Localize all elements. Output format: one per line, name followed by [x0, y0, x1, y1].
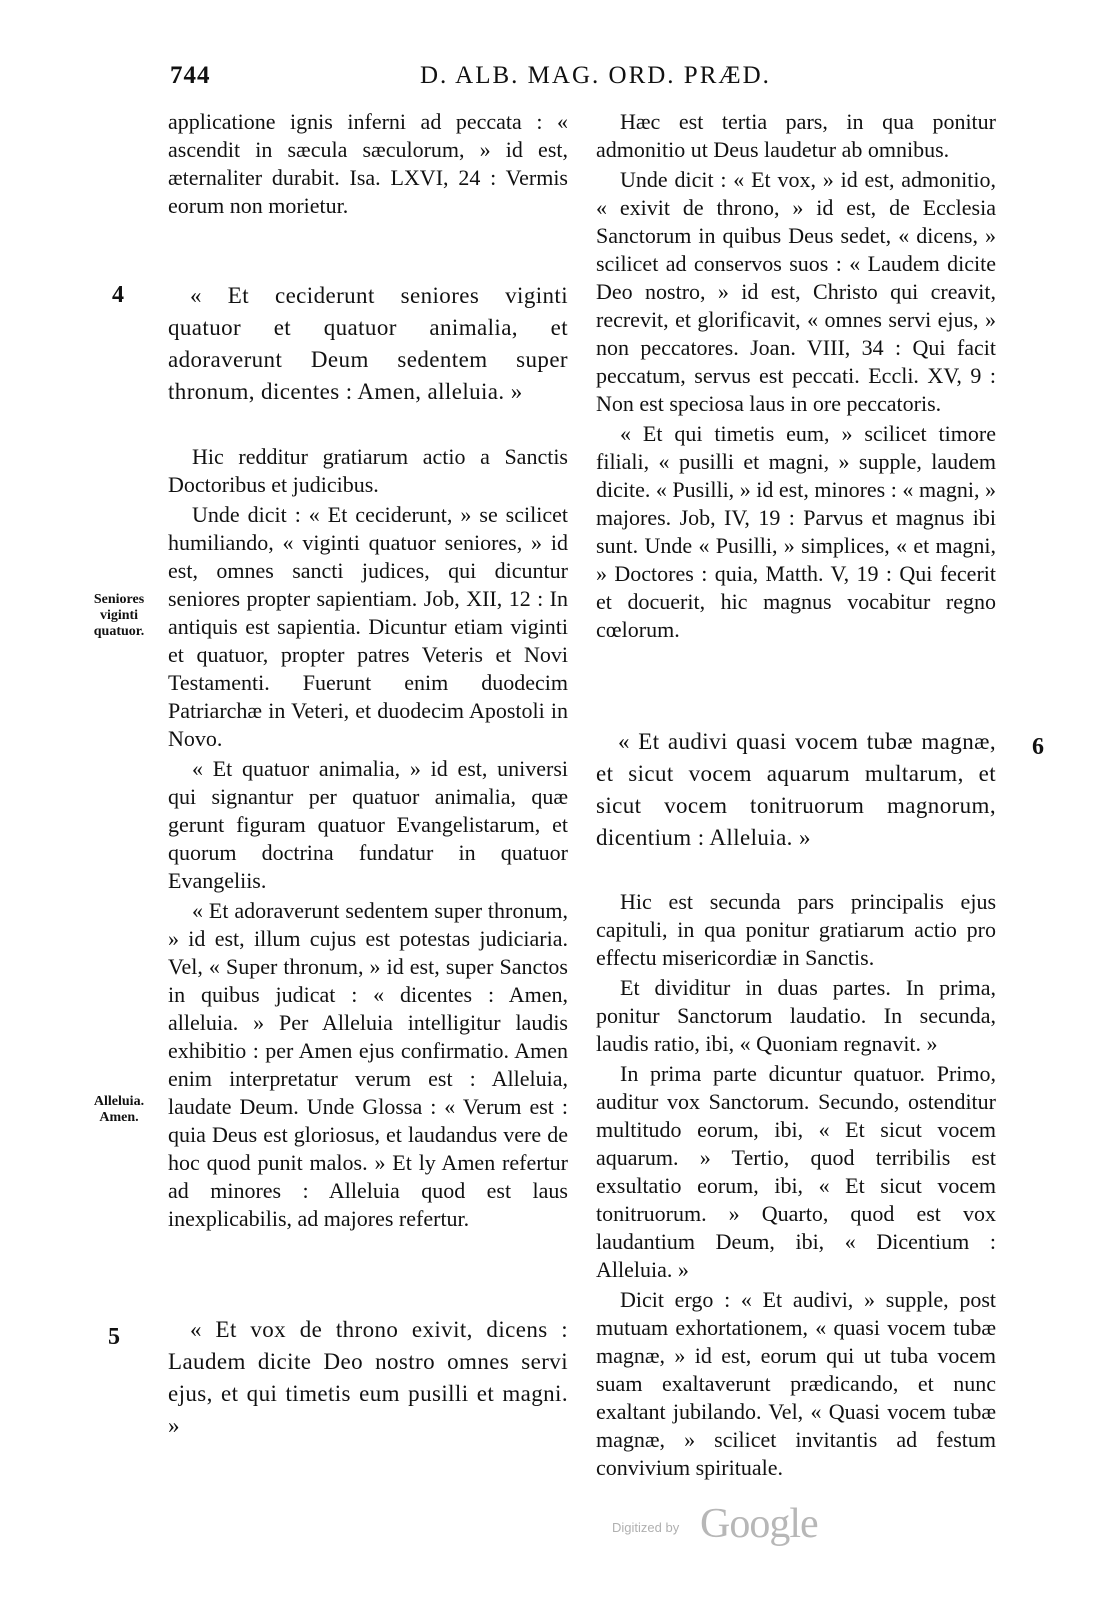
verse-4-text: « Et ceciderunt seniores viginti quatuor et quatuor animalia, et adoraverunt Deum sedentem super thronum, dicentes : Amen, alleluia. »	[168, 283, 568, 404]
verse-number-6: 6	[1032, 734, 1044, 760]
page-header	[0, 62, 1098, 102]
margin-note-alleluia: Alleluia. Amen.	[93, 1094, 145, 1125]
commentary-paragraph: « Et qui timetis eum, » scilicet timore filiali, « pusilli et magni, » supple, laudem dicite. « Pusilli, » id est, minores : « magni, » majores. Job, IV, 19 : Parvus et magnus ibi sunt. Unde « Pusilli, » simplices, « et magni, » Doctores : quia, Matth. V, 19 : Qui fecerit et docuerit, hic magnus vocabitur regno cœlorum.	[596, 421, 996, 642]
commentary-verse-4	[168, 443, 568, 1233]
commentary-verse-6	[596, 888, 996, 1482]
commentary-paragraph: « Et adoraverunt sedentem super thronum, » id est, illum cujus est potestas judiciaria. Vel, « Super thronum, » id est, super Sanctos in quibus judicat : « dicentes : Amen, alleluia. » Per Alleluia intelligitur laudis exhibitio : per Amen ejus confirmatio. Amen enim interpretatur verum est : Alleluia, laudate Deum. Unde Glossa : « Verum est : quia Deus est gloriosus, et laudandus vere de hoc quod punit malos. » Et ly Amen refertur ad minores : Alleluia quod est laus inexplicabilis, ad majores refertur.	[168, 898, 568, 1231]
commentary-paragraph: Unde dicit : « Et ceciderunt, » se scilicet humiliando, « viginti quatuor seniores, » id est, omnes sancti judices, qui dicuntur seniores propter sapientiam. Job, XII, 12 : In antiquis est sapientia. Dicuntur etiam viginti et quatuor, propter patres Veteris et Novi Testamenti. Fuerunt enim duodecim Patriarchæ in Veteri, et duodecim Apostoli in Novo.	[168, 502, 568, 751]
commentary-paragraph: Dicit ergo : « Et audivi, » supple, post mutuam exhortationem, « quasi vocem tubæ magnæ, » id est, eorum qui ut tuba vocem suam exaltaverunt prædicando, et nunc exaltant jubilando. Vel, « Quasi vocem tubæ magnæ, » scilicet invitantis ad festum convivium spirituale.	[596, 1287, 996, 1480]
continuation-text: applicatione ignis inferni ad peccata : « ascendit in sæcula sæculorum, » id est, æternaliter durabit. Isa. LXVI, 24 : Vermis eorum non morietur.	[168, 109, 568, 218]
verse-number-5: 5	[108, 1324, 120, 1350]
commentary-paragraph: Unde dicit : « Et vox, » id est, admonitio, « exivit de throno, » id est, de Ecclesia Sanctorum in quibus Deus sedet, « dicens, » scilicet ad conservos suos : « Laudem dicite Deo nostro, » id est, Christo qui creavit, recrevit, et glorificavit, « omnes servi ejus, » non peccatores. Joan. VIII, 34 : Qui facit peccatum, servus est peccati. Eccli. XV, 9 : Non est speciosa laus in ore peccatoris.	[596, 167, 996, 416]
google-logo: Google	[700, 1501, 818, 1547]
commentary-paragraph: Et dividitur in duas partes. In prima, ponitur Sanctorum laudatio. In secunda, laudis ratio, ibi, « Quoniam regnavit. »	[596, 975, 996, 1056]
verse-6	[596, 726, 996, 854]
page-number: 744	[170, 62, 211, 89]
verse-5	[168, 1314, 568, 1442]
margin-note-seniores: Seniores viginti quatuor.	[93, 592, 145, 639]
commentary-paragraph: Hæc est tertia pars, in qua ponitur admonitio ut Deus laudetur ab omnibus.	[596, 109, 996, 162]
verse-number-4: 4	[112, 282, 124, 308]
verse-6-text: « Et audivi quasi vocem tubæ magnæ, et sicut vocem aquarum multarum, et sicut vocem tonitruorum magnorum, dicentium : Alleluia. »	[596, 729, 996, 850]
left-continuation-paragraph	[168, 108, 568, 220]
digitized-by-label: Digitized by	[612, 1520, 680, 1535]
verse-5-text: « Et vox de throno exivit, dicens : Laudem dicite Deo nostro omnes servi ejus, et qui timetis eum pusilli et magni. »	[168, 1317, 568, 1438]
commentary-paragraph: Hic est secunda pars principalis ejus capituli, in qua ponitur gratiarum actio pro effectu misericordiæ in Sanctis.	[596, 889, 996, 970]
digitized-watermark	[612, 1500, 832, 1550]
commentary-verse-5	[596, 108, 996, 644]
commentary-paragraph: Hic redditur gratiarum actio a Sanctis Doctoribus et judicibus.	[168, 444, 568, 497]
verse-4	[168, 280, 568, 408]
running-head: D. ALB. MAG. ORD. PRÆD.	[420, 62, 771, 89]
commentary-paragraph: « Et quatuor animalia, » id est, universi qui signantur per quatuor animalia, quæ gerunt figuram quatuor Evangelistarum, et quorum doctrina fundatur in quatuor Evangeliis.	[168, 756, 568, 893]
commentary-paragraph: In prima parte dicuntur quatuor. Primo, auditur vox Sanctorum. Secundo, ostenditur multitudo eorum, ibi, « Et sicut vocem aquarum. » Tertio, quod terribilis est exsultatio eorum, ibi, « Et sicut vocem tonitruorum. » Quarto, quod est vox laudantium Deum, ibi, « Dicentium : Alleluia. »	[596, 1061, 996, 1282]
